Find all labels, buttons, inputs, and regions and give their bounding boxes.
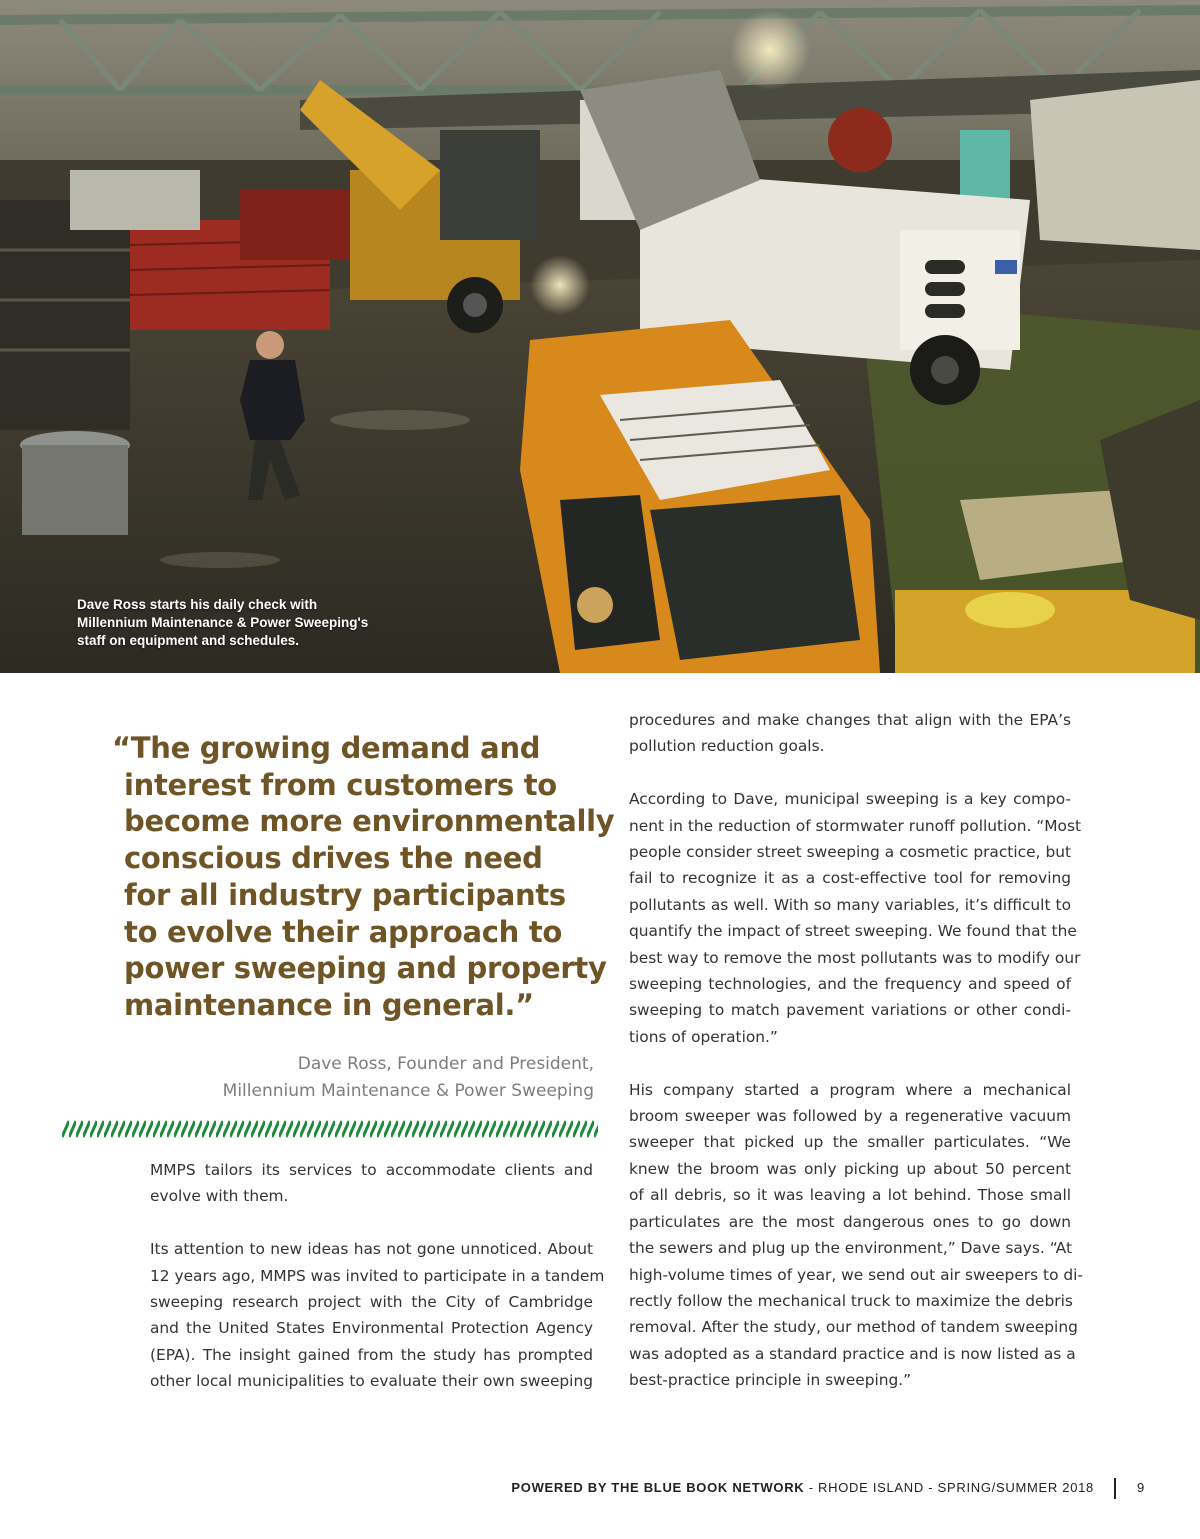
paragraph [150,1236,605,1394]
text-line: best-practice principle in sweeping.” [629,1371,912,1390]
text-line: MMPS tailors its services to accommodate clients and [150,1161,593,1179]
hero-photo [0,0,1200,673]
text-line: knew the broom was only picking up about 50 percent [629,1159,1071,1178]
pull-quote-line: become more environmentally [124,804,615,839]
text-line: Its attention to new ideas has not gone unnoticed. About [150,1240,593,1259]
pull-quote-line: power sweeping and property [124,951,607,986]
hatched-divider [62,1120,598,1138]
footer-publication [511,1480,1094,1495]
text-line: evolve with them. [150,1187,289,1206]
text-line: particulates are the most dangerous ones to go down [629,1212,1071,1231]
footer-details: - RHODE ISLAND - SPRING/SUMMER 2018 [804,1480,1094,1495]
right-column [629,707,1083,1420]
photo-caption [77,596,407,650]
text-line: 12 years ago, MMPS was invited to participate in a tandem [150,1266,605,1285]
text-line: rectly follow the mechanical truck to maximize the debris [629,1291,1073,1310]
text-line: procedures and make changes that align with the EPA’s [629,711,1071,729]
text-line: people consider street sweeping a cosmetic practice, but [629,843,1071,862]
caption-line: staff on equipment and schedules. [77,633,300,648]
paragraph [150,1157,593,1210]
text-line: other local municipalities to evaluate their own sweeping [150,1372,593,1391]
pull-quote-line: to evolve their approach to [124,914,563,949]
text-line: fail to recognize it as a cost-effective tool for removing [629,869,1071,888]
text-line: sweeping to match pavement variations or other condi- [629,1001,1071,1020]
paragraph [629,1077,1083,1394]
pull-quote-line: “The growing demand and [112,731,541,765]
pull-quote-line: maintenance in general.” [124,987,534,1022]
pull-quote-line: interest from customers to [124,767,557,802]
text-line: pollutants as well. With so many variables, it’s difficult to [629,895,1071,914]
paragraph [629,786,1082,1050]
text-line: (EPA). The insight gained from the study has prompted [150,1345,593,1364]
text-line: high-volume times of year, we send out air sweepers to di- [629,1265,1083,1284]
text-line: removal. After the study, our method of tandem sweeping [629,1318,1078,1337]
footer-brand: POWERED BY THE BLUE BOOK NETWORK [511,1480,805,1495]
text-line: and the United States Environmental Protection Agency [150,1319,593,1338]
paragraph [629,707,1071,760]
text-line: sweeper that picked up the smaller particulates. “We [629,1133,1071,1152]
text-line: was adopted as a standard practice and is now listed as a [629,1344,1076,1363]
attribution-name: Dave Ross, Founder and President, [297,1054,594,1074]
text-line: sweeping research project with the City of Cambridge [150,1293,593,1312]
text-line: sweeping technologies, and the frequency and speed of [629,975,1071,994]
text-line: According to Dave, municipal sweeping is a key compo- [629,790,1071,809]
page-footer [0,1478,1200,1502]
text-line: best way to remove the most pollutants was to modify our [629,948,1081,967]
pull-quote-line: for all industry participants [124,877,566,912]
attribution-company: Millennium Maintenance & Power Sweeping [222,1080,594,1101]
text-line: quantify the impact of street sweeping. We found that the [629,922,1077,941]
text-line: the sewers and plug up the environment,” Dave says. “At [629,1239,1072,1258]
text-line: broom sweeper was followed by a regenerative vacuum [629,1107,1071,1126]
text-line: tions of operation.” [629,1027,778,1046]
caption-line: Millennium Maintenance & Power Sweeping's [77,615,369,630]
text-line: of all debris, so it was leaving a lot behind. Those small [629,1186,1071,1205]
hatched-divider-graphic [62,1120,598,1138]
garage-equipment-illustration [0,0,1200,673]
left-column [150,1157,605,1421]
page-number: 9 [1137,1480,1145,1495]
text-line: nent in the reduction of stormwater runoff pollution. “Most [629,816,1082,835]
quote-attribution [150,1051,594,1104]
pull-quote [112,730,615,1024]
text-line: pollution reduction goals. [629,737,825,756]
footer-separator [1114,1478,1116,1499]
pull-quote-line: conscious drives the need [124,841,543,876]
caption-line: Dave Ross starts his daily check with [77,597,318,612]
text-line: His company started a program where a mechanical [629,1080,1071,1099]
